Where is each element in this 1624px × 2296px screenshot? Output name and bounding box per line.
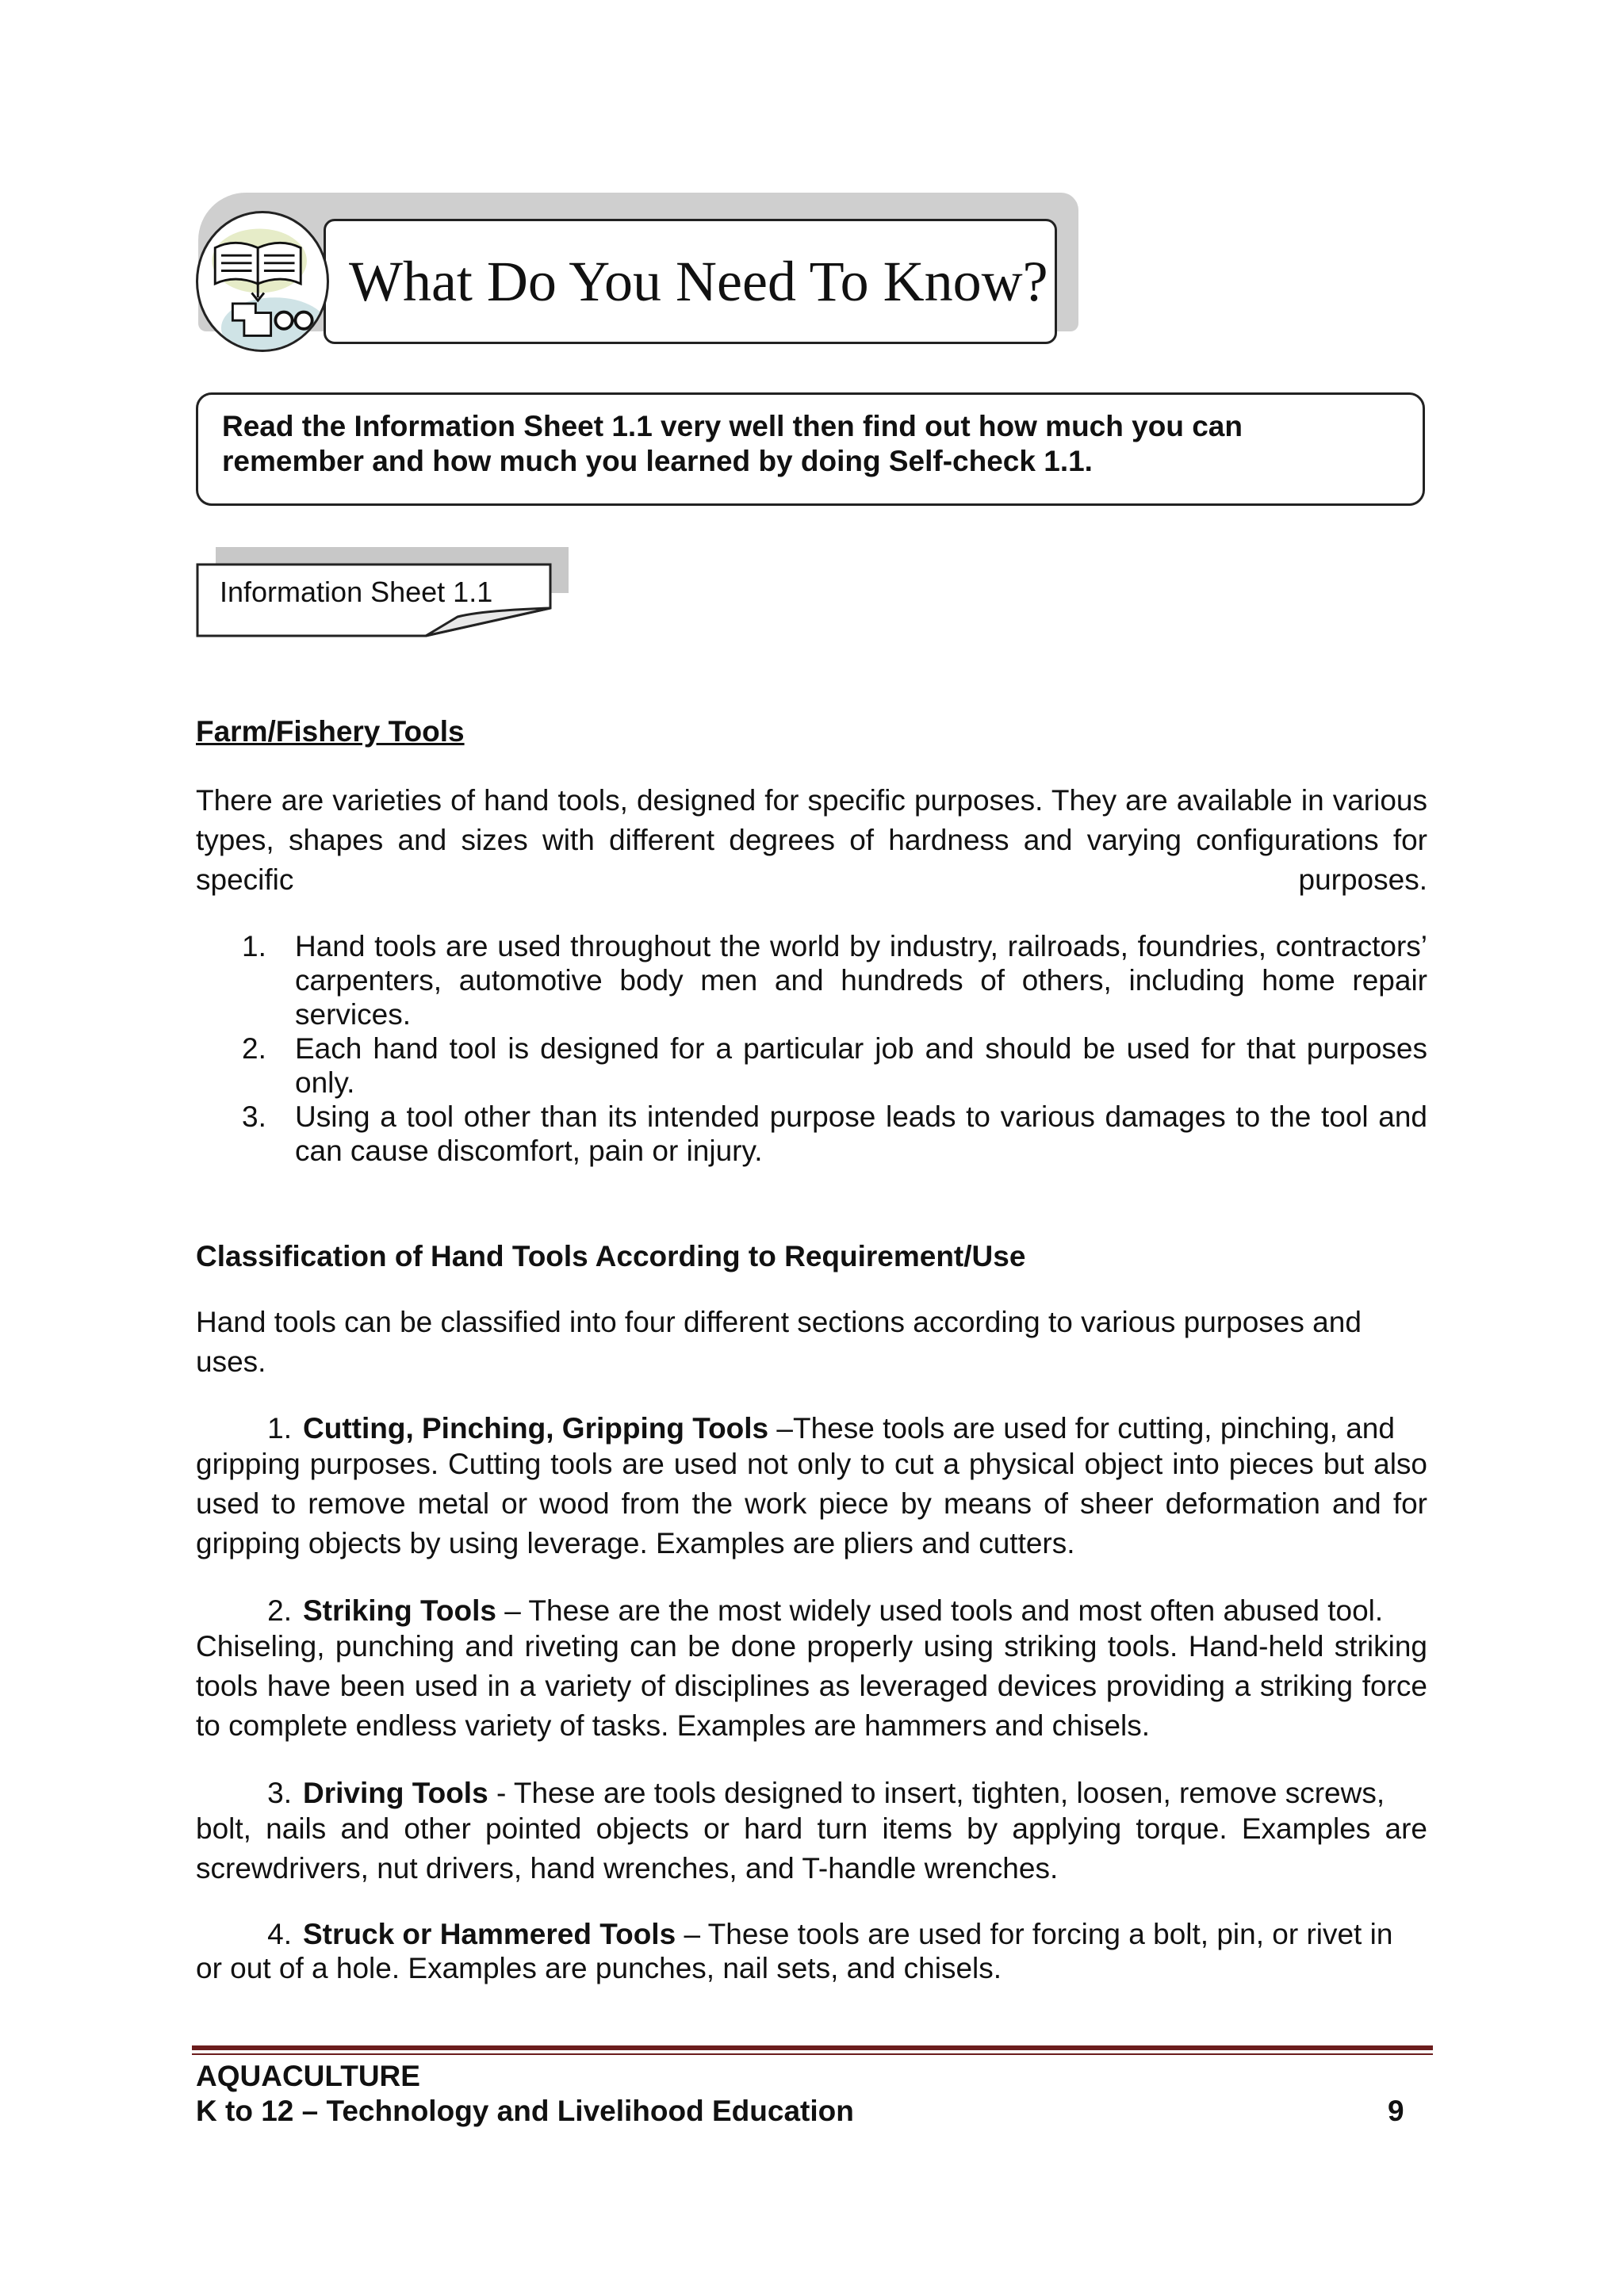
- list-item: [242, 1100, 1427, 1168]
- item-continuation: Chiseling, punching and riveting can be done properly using striking tools. Hand-held striking tools have been used in a variety of disciplines as leveraged devices providing a striking force to complete endless variety of tasks. Examples are hammers and chisels.: [196, 1630, 1427, 1742]
- section-heading-classification: Classification of Hand Tools According to Requirement/Use: [196, 1240, 1026, 1272]
- classification-item-cutting: [196, 1409, 1433, 1448]
- footer-subject: AQUACULTURE: [196, 2060, 420, 2092]
- section1-list: [242, 929, 1427, 1168]
- list-number: 4.: [267, 1918, 292, 1950]
- list-text: Using a tool other than its intended purpose leads to various damages to the tool and can cause discomfort, pain or injury.: [295, 1100, 1427, 1167]
- list-number: 1.: [242, 930, 266, 962]
- instruction-text: Read the Information Sheet 1.1 very well then find out how much you can remember and how much you learned by doing Self-check 1.1.: [222, 410, 1243, 477]
- classification-item-striking: [196, 1591, 1433, 1631]
- list-item: [242, 1031, 1427, 1100]
- item-term: Driving Tools: [303, 1777, 488, 1809]
- list-number: 3.: [267, 1777, 292, 1809]
- page-number: 9: [1388, 2095, 1404, 2127]
- footer-rule: [192, 2045, 1433, 2050]
- section-heading-farm-tools: Farm/Fishery Tools: [196, 715, 465, 748]
- list-item: [242, 929, 1427, 1031]
- list-text: Hand tools are used throughout the world by industry, railroads, foundries, contractors’ carpenters, automotive body men and hundreds of others, including home repair services.: [295, 930, 1427, 1031]
- item-text: – These are the most widely used tools and most often abused tool.: [504, 1594, 1384, 1627]
- list-number: 2.: [267, 1594, 292, 1627]
- classification-item-driving: [196, 1774, 1433, 1813]
- item-text: - These are tools designed to insert, tighten, loosen, remove screws,: [496, 1777, 1385, 1809]
- footer-course: K to 12 – Technology and Livelihood Education: [196, 2095, 854, 2127]
- item-term: Struck or Hammered Tools: [303, 1918, 676, 1950]
- item-text: – These tools are used for forcing a bolt, pin, or rivet in: [684, 1918, 1393, 1950]
- item-text: –These tools are used for cutting, pinching, and: [776, 1412, 1395, 1445]
- list-number: 1.: [267, 1412, 292, 1445]
- item-continuation: bolt, nails and other pointed objects or hard turn items by applying torque. Examples are screwdrivers, nut drivers, hand wrenches, and T-handle wrenches.: [196, 1812, 1427, 1885]
- section2-intro: Hand tools can be classified into four different sections according to various purposes and uses.: [196, 1306, 1362, 1378]
- footer-rule-thin: [192, 2053, 1433, 2055]
- section1-intro: There are varieties of hand tools, designed for specific purposes. They are available in various types, shapes and sizes with different degrees of hardness and varying configurations for specific purposes.: [196, 784, 1427, 896]
- item-continuation: or out of a hole. Examples are punches, nail sets, and chisels.: [196, 1952, 1002, 1984]
- list-text: Each hand tool is designed for a particular job and should be used for that purposes only.: [295, 1032, 1427, 1099]
- book-reader-icon: [196, 211, 329, 352]
- item-term: Cutting, Pinching, Gripping Tools: [303, 1412, 769, 1445]
- page-title: What Do You Need To Know?: [349, 250, 1048, 313]
- list-number: 3.: [242, 1100, 266, 1133]
- item-continuation: gripping purposes. Cutting tools are used not only to cut a physical object into pieces but also used to remove metal or wood from the work piece by means of sheer deformation and for gripping objects by using leverage. Examples are pliers and cutters.: [196, 1448, 1427, 1559]
- item-term: Striking Tools: [303, 1594, 496, 1627]
- information-sheet-label: Information Sheet 1.1: [220, 576, 493, 608]
- list-number: 2.: [242, 1032, 266, 1065]
